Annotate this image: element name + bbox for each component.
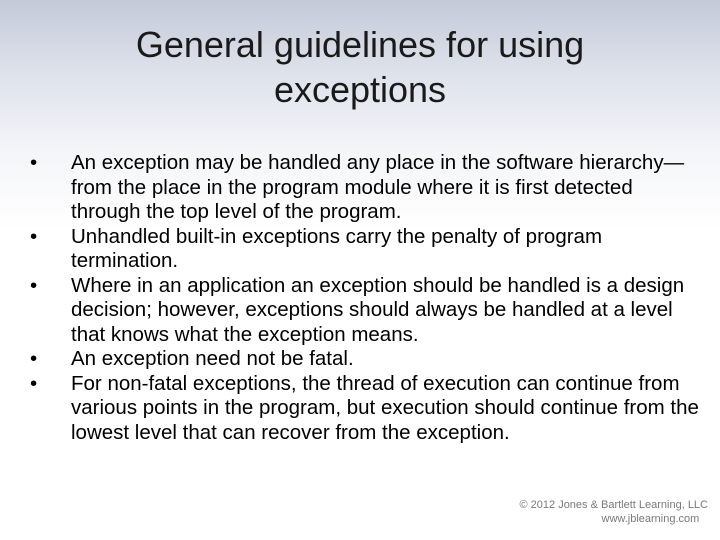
bullet-item <box>30 225 710 274</box>
bullet-item <box>30 347 710 372</box>
copyright-footer <box>520 498 709 526</box>
bullet-text: Unhandled built-in exceptions carry the penalty of program termination. <box>71 224 603 272</box>
bullet-text: An exception may be handled any place in the software hierarchy—from the place in the program module where it is first detected through the top level of the program. <box>71 151 685 223</box>
slide-title-line-2: exceptions <box>273 69 447 110</box>
bullet-item <box>30 151 710 225</box>
bullet-icon: • <box>30 371 38 395</box>
bullet-icon: • <box>30 151 38 174</box>
bullet-text: For non-fatal exceptions, the thread of execution can continue from various points in the program, but execution should continue from the lowest level that can recover from the exception. <box>71 371 699 444</box>
slide-title <box>60 22 660 112</box>
bullet-text: Where in an application an exception should be handled is a design decision; however, exceptions should always be handled at a level that knows what the exception means. <box>71 273 685 346</box>
bullet-item <box>30 274 710 348</box>
bullet-icon: • <box>30 273 38 297</box>
slide-title-line-1: General guidelines for using <box>135 24 585 65</box>
bullet-item <box>30 372 710 446</box>
bullet-list <box>30 151 710 445</box>
copyright-text: © 2012 Jones & Bartlett Learning, LLC <box>519 499 708 511</box>
bullet-text: An exception need not be fatal. <box>71 347 354 370</box>
publisher-url: www.jblearning.com <box>601 513 700 525</box>
bullet-icon: • <box>30 224 38 248</box>
bullet-icon: • <box>30 347 38 370</box>
